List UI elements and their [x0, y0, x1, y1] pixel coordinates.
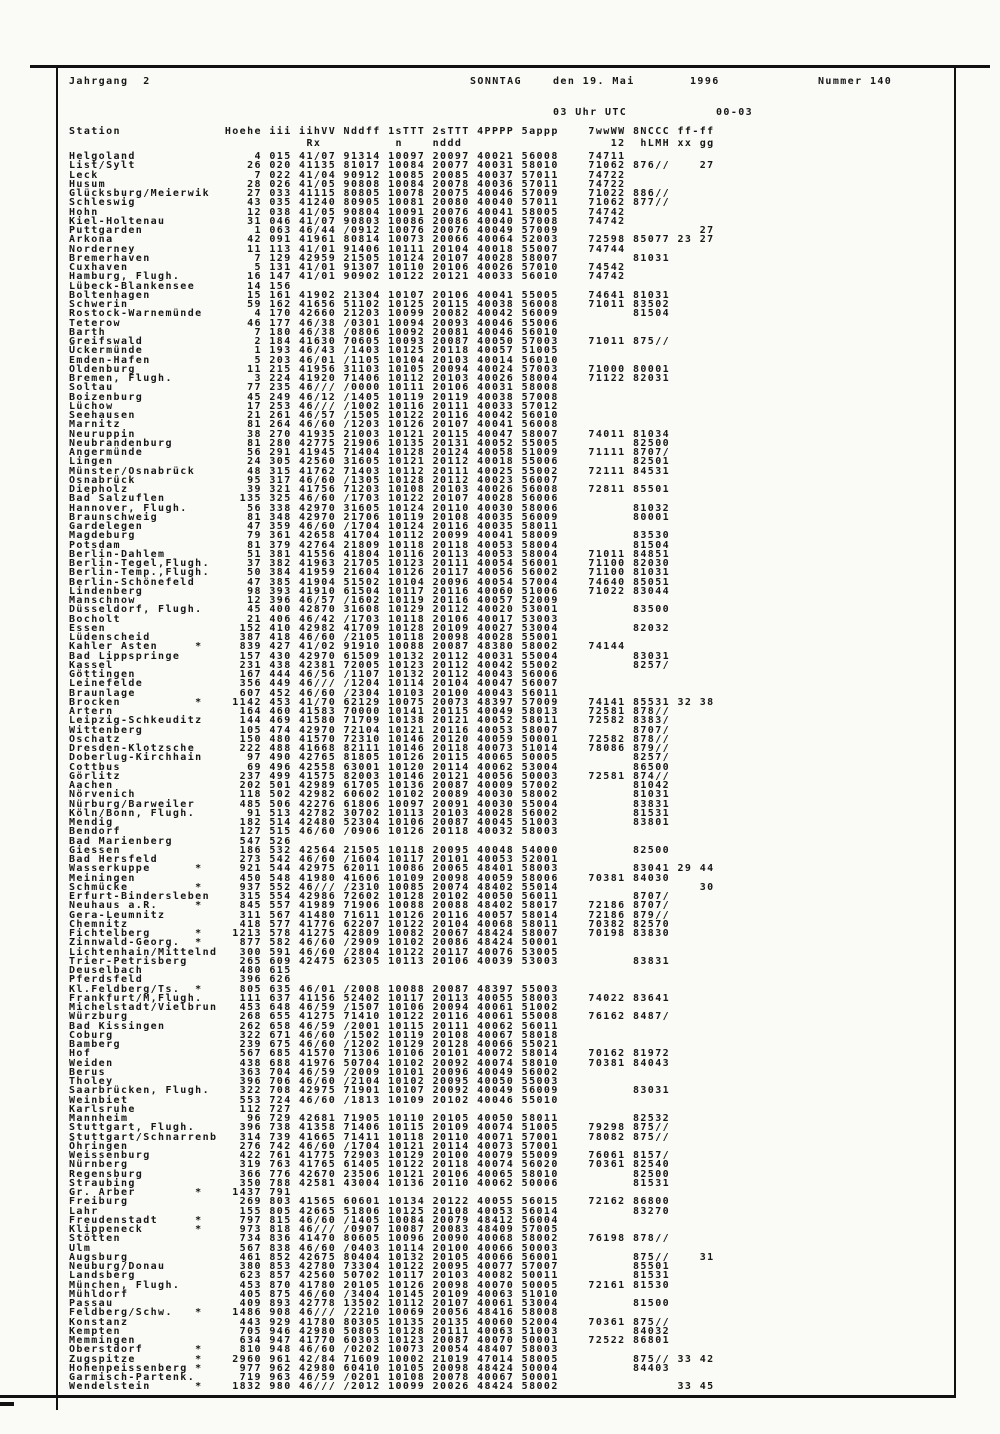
table-row: Essen 152 410 42982 41709 10128 20109 40027 53004 82032 — [69, 622, 715, 634]
table-row: Bremen, Flugh. 3 224 41920 71406 10112 20103 40026 58004 71122 82031 — [69, 373, 715, 384]
table-row: Lahr 155 805 42665 51806 10125 20108 40053 56014 83270 — [69, 1205, 715, 1217]
table-row: Rostock-Warnemünde 4 170 42660 21203 10099 20082 40042 56009 81504 — [69, 308, 715, 320]
table-row: Bad Marienberg 547 526 — [69, 835, 715, 847]
table-row: Landsberg 623 857 42560 50702 10117 20103 40082 50011 81531 — [69, 1270, 715, 1282]
table-row: Meiningen 450 548 41980 41606 10109 20098 40059 58006 70381 84030 — [69, 872, 715, 884]
table-row: Barth 7 180 46/38 /0806 10092 20081 40046 56010 — [69, 326, 715, 338]
period-label: 00-03 — [716, 107, 754, 118]
table-row: Stötten 734 836 41470 80605 10096 20090 40068 58002 76198 878// — [69, 1233, 715, 1245]
table-row: Konstanz 443 929 41780 80305 10135 20135 40060 52004 70361 875// — [69, 1316, 715, 1328]
table-row: Bad Hersfeld 273 542 46/60 /1604 10117 20101 40053 52001 — [69, 854, 715, 865]
table-row: Coburg 322 671 46/60 /1502 10119 20108 40067 58018 — [69, 1029, 715, 1041]
table-row: Marnitz 81 264 46/60 /1203 10126 20107 40041 56008 — [69, 419, 715, 431]
table-row: Feldberg/Schw. * 1486 908 46/// /2210 10069 20056 48416 58008 — [69, 1307, 715, 1319]
table-row: Berlin-Schönefeld 47 385 41904 51502 10104 20096 40054 57004 74640 85051 — [69, 576, 715, 588]
table-row: Boizenburg 45 249 46/12 /1405 10119 20119 40038 57008 — [69, 391, 715, 403]
column-header-line2: Rx n nddd 12 hLMH xx gg — [69, 137, 715, 149]
table-row: Braunschweig 81 348 42970 21706 10119 20108 40035 56009 80001 — [69, 511, 715, 523]
table-row: Bocholt 21 406 46/42 /1703 10118 20106 40017 53003 — [69, 613, 715, 625]
table-row: Nürnberg 319 763 41765 61405 10122 20118 40074 56020 70361 82540 — [69, 1159, 715, 1171]
table-row: Nürburg/Barweiler 485 506 42276 61806 10097 20091 40030 55004 83831 — [69, 798, 715, 810]
table-row: Garmisch-Partenk. 719 963 46/59 /0201 10108 20078 40067 50001 — [69, 1372, 715, 1383]
table-row: Angermünde 56 291 41945 71404 10128 20124 40058 51009 71111 8707/ — [69, 447, 715, 458]
table-row: Lüchow 17 253 46/// /1002 10116 20111 40033 57012 — [69, 400, 715, 412]
table-row: Michelstadt/Vielbrun 453 648 46/59 /1507 10106 20094 40061 51002 — [69, 1002, 715, 1013]
table-row: Karlsruhe 112 727 — [69, 1103, 715, 1115]
table-row: Deuselbach 480 615 — [69, 965, 715, 976]
table-row: Münster/Osnabrück 48 315 41762 71403 10112 20111 40025 55002 72111 84531 — [69, 465, 715, 477]
table-row: Neuruppin 38 270 41935 21003 10121 20115 40047 58007 74011 81034 — [69, 428, 715, 440]
table-row: Hof 567 685 41570 71306 10106 20101 40072 58014 70162 81972 — [69, 1048, 715, 1060]
table-row: Berlin-Temp.,Flugh. 50 384 41959 21604 10126 20117 40056 56002 71100 81031 — [69, 567, 715, 579]
table-row: Hohn 12 038 41/05 90804 10091 20076 40041 58005 74742 — [69, 206, 715, 218]
table-row: Weissenburg 422 761 41775 72903 10129 20100 40079 55009 76061 8157/ — [69, 1150, 715, 1161]
table-row: Freudenstadt * 797 815 46/60 /1405 10084 20079 48412 56004 — [69, 1214, 715, 1226]
table-row: Giessen 186 532 42564 21505 10118 20095 40048 54000 82500 — [69, 844, 715, 856]
table-row: Öhringen 276 742 46/60 /1704 10121 20114 40073 57001 — [69, 1140, 715, 1152]
table-row: Freiburg 269 803 41565 60601 10134 20122 40055 56015 72162 86800 — [69, 1196, 715, 1208]
table-row: Leck 7 022 41/04 90912 10085 20085 40037 57011 74722 — [69, 169, 715, 181]
top-border-line — [30, 65, 990, 68]
weekday-label: SONNTAG — [470, 76, 522, 87]
table-row: Göttingen 167 444 46/56 /1107 10132 20112 40043 56006 — [69, 669, 715, 680]
table-row: Norderney 11 113 41/01 91406 10111 20104 40018 55007 74744 — [69, 243, 715, 255]
table-row: Soltau 77 235 46/// /0000 10111 20106 40031 58008 — [69, 382, 715, 394]
table-row: Doberlug-Kirchhain 97 490 42765 81805 10126 20115 40065 50005 8257/ — [69, 752, 715, 764]
table-row: Brocken * 1142 453 41/70 62129 10075 20073 48397 57009 74141 85531 32 38 — [69, 696, 715, 708]
table-row: Erfurt-Bindersleben 315 554 42986 72602 10128 20102 40050 56011 8707/ — [69, 891, 715, 902]
table-row: Fichtelberg * 1213 578 41275 42809 10082 20067 48424 58007 70198 83830 — [69, 928, 715, 939]
table-row: Straubing 350 788 42581 43004 10136 20110 40062 50006 81531 — [69, 1177, 715, 1189]
table-row: Ückermünde 1 193 46/43 /1403 10125 20118 40057 51005 — [69, 345, 715, 357]
table-row: Seehausen 21 261 46/57 /1505 10122 20116 40042 56010 — [69, 410, 715, 421]
table-row: Leipzig-Schkeuditz 144 469 41580 71709 10138 20121 40052 58011 72582 8383/ — [69, 715, 715, 727]
table-row: Cuxhaven 5 131 41/01 91307 10110 20106 40026 57010 74542 — [69, 262, 715, 273]
table-row: Hohenpeissenberg * 977 962 42980 60410 10105 20098 48424 50004 84403 — [69, 1362, 715, 1374]
table-row: Bad Kissingen 262 658 46/59 /2001 10115 20111 40062 56011 — [69, 1020, 715, 1032]
corner-mark — [0, 1402, 14, 1406]
column-header — [69, 126, 715, 149]
table-row: Bremerhaven 7 129 42959 21505 10124 20107 40028 58007 81031 — [69, 252, 715, 264]
table-row: Memmingen 634 947 41770 60303 10123 20087 40070 50001 72522 86801 — [69, 1335, 715, 1346]
left-border-line — [56, 65, 58, 1410]
table-row: Köln/Bonn, Flugh. 91 513 42782 30702 10113 20103 40028 56002 81531 — [69, 807, 715, 819]
table-row: Lindenberg 98 393 41910 61504 10117 20116 40060 51006 71022 83044 — [69, 585, 715, 597]
table-row: Regensburg 366 776 42670 23506 10121 20106 40065 58010 82500 — [69, 1168, 715, 1180]
table-row: Lübeck-Blankensee 14 156 — [69, 280, 715, 292]
table-row: Zinnwald-Georg. * 877 582 46/60 /2909 10102 20086 48424 50001 — [69, 937, 715, 949]
table-row: Aachen 202 501 42989 61705 10136 20087 40009 57002 81042 — [69, 780, 715, 791]
table-row: Helgoland 4 015 41/07 91314 10097 20097 40021 56008 74711 — [69, 151, 715, 162]
table-row: Gera-Leumnitz 311 567 41480 71611 10126 20116 40057 58014 72186 879// — [69, 909, 715, 921]
table-row: Greifswald 2 184 41630 70605 10093 20087 40050 57003 71011 875// — [69, 336, 715, 347]
table-row: Boltenhagen 15 161 41902 21304 10107 20106 40041 55005 74641 81031 — [69, 289, 715, 301]
right-border-line — [954, 65, 956, 1398]
table-row: Saarbrücken, Flugh. 322 708 42975 71901 10107 20092 40049 56009 83031 — [69, 1085, 715, 1097]
bottom-border-line — [0, 1395, 956, 1398]
table-row: Schmücke * 937 552 46/// /2310 10085 20074 48402 55014 30 — [69, 881, 715, 893]
table-row: Lingen 24 305 42560 31605 10121 20112 40018 55006 82501 — [69, 456, 715, 468]
table-row: Kl.Feldberg/Ts. * 805 635 46/01 /2008 10088 20087 48397 55003 — [69, 983, 715, 995]
table-row: Manschnow 12 396 46/57 /1602 10119 20116 40057 52009 — [69, 595, 715, 606]
table-row: Hamburg, Flugh. 16 147 41/01 90902 10122 20121 40033 56010 74742 — [69, 271, 715, 283]
table-row: Husum 28 026 41/05 90808 10084 20078 40036 57011 74722 — [69, 178, 715, 190]
table-row: Mühldorf 405 875 46/60 /3404 10145 20109 40063 51010 — [69, 1288, 715, 1300]
table-row: Görlitz 237 499 41575 82003 10146 20121 40056 50003 72581 874// — [69, 770, 715, 782]
table-row: Bad Salzuflen 135 325 46/60 /1703 10122 20107 40028 56006 — [69, 493, 715, 505]
table-row: Düsseldorf, Flugh. 45 400 42870 31608 10129 20112 40020 53001 83500 — [69, 604, 715, 616]
table-row: Lüdenscheid 387 418 46/60 /2105 10118 20098 40028 55001 — [69, 632, 715, 643]
table-row: Puttgarden 1 063 46/44 /0912 10076 20076 40049 57009 27 — [69, 225, 715, 236]
table-row: Schleswig 43 035 41240 80905 10081 20080 40040 57011 71062 877// — [69, 197, 715, 209]
table-row: Potsdam 81 379 42764 21809 10118 20118 40053 58004 81504 — [69, 539, 715, 551]
table-row: München, Flugh. 453 870 41780 20105 10126 20098 40070 50005 72161 81530 — [69, 1279, 715, 1291]
table-row: Oldenburg 11 215 41956 31103 10105 20094 40024 57003 71000 80001 — [69, 363, 715, 375]
table-row: Emden-Hafen 5 203 46/01 /1105 10104 20103 40014 56010 — [69, 354, 715, 366]
table-row: Stuttgart/Schnarrenb 314 739 41665 71411 10118 20110 40071 57001 78082 875// — [69, 1131, 715, 1143]
table-row: Berus 363 704 46/59 /2009 10101 20096 40049 56002 — [69, 1066, 715, 1078]
table-row: Bad Lippspringe 157 430 42970 61509 10132 20112 40031 55004 83031 — [69, 650, 715, 662]
table-row: Braunlage 607 452 46/60 /2304 10103 20100 40043 56011 — [69, 687, 715, 699]
table-row: Mendig 182 514 42480 52304 10106 20087 40045 51003 83801 — [69, 817, 715, 828]
observation-time-label: 03 Uhr UTC — [553, 107, 628, 118]
table-row: Nörvenich 118 502 42982 60602 10102 20089 40030 58002 81031 — [69, 789, 715, 801]
table-row: Chemnitz 418 577 41776 62207 10122 20104 40068 58011 70382 82570 — [69, 918, 715, 930]
table-row: Schwerin 59 162 41656 51102 10125 20115 40038 56008 71011 83502 — [69, 299, 715, 310]
table-row: Berlin-Dahlem 51 381 41556 41804 10116 20113 40053 58004 71011 84851 — [69, 548, 715, 560]
table-row: Bamberg 239 675 46/60 /1202 10129 20128 40066 55021 — [69, 1039, 715, 1050]
table-row: Osnabrück 95 317 46/60 /1305 10128 20112 40023 56007 — [69, 474, 715, 486]
table-row: Ulm 567 838 46/60 /0403 10114 20100 40066 50003 — [69, 1242, 715, 1254]
table-row: Neuhaus a.R. * 845 557 41989 71906 10088 20088 48402 58017 72186 8707/ — [69, 900, 715, 912]
issue-number-label: Nummer 140 — [818, 76, 893, 87]
table-row: Kahler Asten * 839 427 41/02 91910 10088 20087 48380 58002 74144 — [69, 641, 715, 653]
table-row: Neuburg/Donau 380 853 42780 73304 10122 20095 40077 57007 85501 — [69, 1261, 715, 1272]
station-table — [69, 152, 715, 1392]
table-row: Arkona 42 091 41961 80814 10073 20066 40064 52003 72598 85077 23 27 — [69, 234, 715, 246]
table-row: Zugspitze * 2960 961 42/84 71609 10002 21019 47014 58005 875// 33 42 — [69, 1353, 715, 1365]
table-row: Cottbus 69 496 42558 63001 10120 20114 40062 53004 86500 — [69, 761, 715, 773]
table-row: Bendorf 127 515 46/60 /0906 10126 20118 40032 58003 — [69, 826, 715, 838]
date-label: den 19. Mai — [553, 76, 635, 87]
table-row: Lichtenhain/Mittelnd 300 591 46/60 /2804 10122 20117 40076 53005 — [69, 946, 715, 958]
table-row: Pferdsfeld 396 626 — [69, 974, 715, 986]
table-row: Diepholz 39 321 41756 71203 10108 20103 40026 56008 72811 85501 — [69, 484, 715, 495]
table-row: Neubrandenburg 81 280 42775 21906 10135 20131 40052 55005 82500 — [69, 437, 715, 449]
table-row: Artern 164 460 41583 70000 10141 20115 40049 58013 72581 878// — [69, 706, 715, 717]
table-row: Weinbiet 553 724 46/60 /1813 10109 20102 40046 55010 — [69, 1094, 715, 1106]
jahrgang-label: Jahrgang 2 — [69, 76, 151, 87]
table-row: Leinefelde 356 449 46/// /1204 10114 20104 40047 56007 — [69, 678, 715, 690]
table-row: Gardelegen 47 359 46/60 /1704 10124 20116 40035 58011 — [69, 521, 715, 532]
table-row: Trier-Petrisberg 265 609 42475 62305 10113 20106 40039 53003 83831 — [69, 955, 715, 967]
table-row: Kassel 231 438 42381 72005 10123 20112 40042 55002 8257/ — [69, 659, 715, 671]
table-row: Kempten 705 946 42980 50805 10128 20111 40063 51003 84032 — [69, 1325, 715, 1337]
table-row: Hannover, Flugh. 56 338 42970 31605 10124 20110 40030 58006 81032 — [69, 502, 715, 514]
table-row: Oschatz 150 480 41570 72310 10146 20120 40059 50001 72582 878// — [69, 733, 715, 745]
table-row: Stuttgart, Flugh. 396 738 41358 71406 10115 20109 40074 51005 79298 875// — [69, 1122, 715, 1134]
table-row: Wendelstein * 1832 980 46/// /2012 10099 20026 48424 58002 33 45 — [69, 1381, 715, 1393]
table-row: Wittenberg 105 474 42970 72104 10121 20116 40053 58007 8707/ — [69, 724, 715, 736]
table-row: Würzburg 268 655 41275 71410 10122 20116 40061 55008 76162 8487/ — [69, 1011, 715, 1023]
table-row: Weiden 438 688 41976 50704 10102 20092 40074 58010 70381 84043 — [69, 1057, 715, 1069]
table-row: Dresden-Klotzsche 222 488 41668 82111 10146 20118 40073 51014 78086 879// — [69, 743, 715, 754]
table-row: Glücksburg/Meierwik 27 033 41115 80805 10078 20075 40046 57009 71022 886// — [69, 188, 715, 199]
table-row: Kiel-Holtenau 31 046 41/07 90803 10086 20086 40040 57008 74742 — [69, 215, 715, 227]
table-row: Magdeburg 79 361 42658 41704 10112 20099 40041 58009 83530 — [69, 530, 715, 542]
table-row: Passau 409 893 42778 13502 10112 20107 40061 53004 81500 — [69, 1298, 715, 1309]
table-row: Berlin-Tegel,Flugh. 37 382 41963 21705 10123 20111 40054 56001 71100 82030 — [69, 558, 715, 569]
table-row: Frankfurt/M,Flugh. 111 637 41156 52402 10117 20113 40055 58003 74022 83641 — [69, 992, 715, 1004]
year-label: 1996 — [690, 76, 720, 87]
table-row: Klippeneck * 973 818 46/// /0907 10087 20083 48409 57005 — [69, 1224, 715, 1235]
table-row: Augsburg 461 852 42675 80404 10132 20105 40066 56001 875// 31 — [69, 1251, 715, 1263]
table-row: Teterow 46 177 46/38 /0301 10094 20093 40046 55006 — [69, 317, 715, 329]
table-row: Tholey 396 706 46/60 /2104 10102 20095 40050 55003 — [69, 1076, 715, 1087]
table-row: Oberstdorf * 810 948 46/60 /0202 10073 20054 48407 58003 — [69, 1344, 715, 1356]
table-row: Gr. Arber * 1437 791 — [69, 1187, 715, 1198]
table-row: List/Sylt 26 020 41135 81017 10084 20077 40031 58010 71062 876// 27 — [69, 160, 715, 172]
table-row: Mannheim 96 729 42681 71905 10110 20105 40050 58011 82532 — [69, 1113, 715, 1124]
column-header-line1: Station Hoehe iii iihVV Nddff 1sTTT 2sTTT 4PPPP 5appp 7wwWW 8NCCC ff-ff — [69, 126, 715, 137]
table-row: Wasserkuppe * 921 544 42975 62011 10086 20065 48401 58003 83041 29 44 — [69, 863, 715, 875]
